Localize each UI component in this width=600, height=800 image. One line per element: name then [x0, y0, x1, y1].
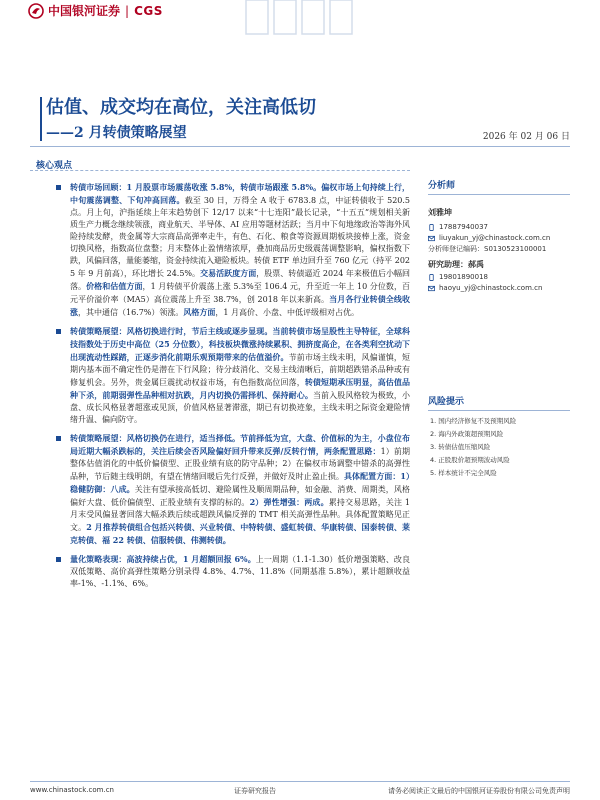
footer-report-type: 证券研究报告	[234, 787, 276, 795]
core-view-highlight: 价格和估值方面	[86, 281, 143, 291]
core-view-paragraph	[70, 432, 410, 547]
title-accent-bar	[40, 97, 42, 141]
assistant-phone-row	[428, 272, 570, 283]
core-view-highlight: 量化策略表现：高波持续占优，1 月超额回报 6%。	[70, 554, 256, 564]
assistant-email[interactable]: haoyu_yj@chinastock.com.cn	[439, 284, 543, 292]
core-view-text: ，1 月高价、小盘、中低评级相对占优。	[215, 308, 360, 317]
core-view-text: ，股票、转债逼近 2024 年来极值后小幅回落。	[70, 269, 410, 291]
core-views-heading: 核心观点	[36, 161, 73, 171]
email-icon	[428, 285, 435, 292]
report-date: 2026 年 02 月 06 日	[482, 132, 570, 142]
risk-item: 1. 国内经济修复不及预期风险	[430, 417, 517, 425]
logo-chinese-text: 中国银河证券	[48, 4, 121, 18]
page-header	[0, 0, 600, 22]
core-views-divider	[30, 170, 410, 171]
assistant-phone: 19801890018	[439, 273, 488, 281]
phone-icon	[428, 274, 435, 281]
analyst-email[interactable]: liuyakun_yj@chinastock.com.cn	[439, 234, 551, 242]
core-view-text: 上一周期（1.1-1.30）低价增强策略、改良双低策略、高价高弹性策略分别录得 4.8%、4.7%、11.8%（同期基准 5.8%），累计超额收益率-1%、-1.1%、6%。	[70, 555, 410, 588]
sidebar	[428, 178, 570, 480]
phone-icon	[428, 224, 435, 231]
analyst-phone: 17887940037	[439, 223, 488, 231]
analyst-heading: 分析师	[428, 178, 570, 195]
core-view-highlight: 转债市场回顾：1 月股票市场震荡收涨 5.8%，转债市场跟涨 5.8%。偏权市场上旬持续上行，中旬震荡调整、下旬冲高回落。	[70, 182, 410, 205]
core-view-highlight: 转债策略展望：风格切换进行时，节后主线或逐步显现。当前转债市场呈股性主导特征，全球科技指数处于历史中高位（25 分位数），科技板块微涨持续累积、拥挤度高企，在各类利空扰动下出现流动性踩踏，正逐步消化前期乐观预期带来的估值溢价。	[70, 326, 410, 362]
analyst-phone-row	[428, 222, 570, 233]
analyst-name: 刘雅坤	[428, 208, 452, 217]
company-logo	[28, 2, 163, 19]
core-view-paragraph	[70, 181, 410, 319]
logo-english-text: CGS	[134, 3, 163, 18]
core-view-paragraph	[70, 325, 410, 426]
core-view-highlight: 风格方面	[183, 307, 216, 317]
page-footer	[30, 781, 570, 795]
core-view-text: ，其中通信（16.7%）领涨。	[78, 308, 184, 317]
logo-separator: |	[125, 3, 130, 18]
risk-heading: 风险提示	[428, 394, 570, 411]
core-view-text: 1）前期整体估值消化的中低价偏债型、正股业绩有底的防守品种；2）在偏权市场调整中错杀的高弹性品种，节后随主线明朗，有望在情绪回暖后先行反弹，并做好及时止盈止损。	[70, 447, 410, 481]
assistant-email-row	[428, 283, 570, 294]
risk-item: 5. 样本统计不完全风险	[430, 469, 497, 477]
assistant-label: 研究助理：郝禹	[428, 260, 484, 269]
analyst-registration: 分析师登记编码：S0130523100001	[428, 245, 547, 253]
core-view-paragraph	[70, 553, 410, 590]
risk-item: 3. 转债估值压缩风险	[430, 443, 491, 451]
core-view-text: 截至 30 日，万得全 A 收于 6783.8 点，中证转债收于 520.5 点。月上旬，沪指延续上年末趋势创下 12/17 以来“十七连阳”最长记录，“十五五”规划相关新质生产力概念继续领涨，商业航天、半导体、AI 应用等题材活跃；当月中下旬地缘政治等海外风险持续发酵，贵金属等大宗商品高弹率走牛，有色、石化、粮食等资源周期板块接棒上涨，资金切换风格，指数高位盘整；月末整体止盈情绪浓厚，叠加商品历史级震荡调整影响，偏权指数下跌，风偏回落，量能萎缩，资金持续流入避险板块。转债 ETF 单边回升至 760 亿元（持平 2025 年 9 月前高），环比增长 24.5%。	[70, 196, 411, 278]
analyst-email-row	[428, 233, 570, 244]
core-view-text: ，1 月转债平价震荡上涨 5.3%至 106.4 元，升至近一年上 10 分位数，百元平价溢价率（MA5）高位震荡上升至 38.7%，创 2018 年以来新高。	[70, 282, 411, 304]
core-view-highlight: 交易活跃度方面	[200, 268, 257, 278]
footer-disclaimer: 请务必阅读正文最后的中国银河证券股份有限公司免责声明	[388, 787, 570, 795]
core-view-highlight: 转债策略展望：风格切换仍在进行，适当择低。节前择低为宜，大盘、价值标的为主，小盘位布局近期大幅杀跌标的，关注后续会否风险偏好回升带来反弹/反转行情，两条配置思路：	[70, 433, 410, 456]
email-icon	[428, 235, 435, 242]
risk-item: 4. 正股股价超预期波动风险	[430, 456, 510, 464]
risk-list	[428, 415, 570, 480]
title-divider	[30, 146, 570, 147]
core-view-text: 当前入股风格较为极致，小盘、成长风格显著超涨或见顶，价值风格显著滞涨，期已有切换迹象，主线未明之际资金避险情绪升温、偏向防守。	[70, 391, 411, 424]
core-view-highlight: 2）弹性增强：两成。	[249, 497, 329, 507]
report-title: 估值、成交均在高位，关注高低切	[46, 97, 316, 118]
core-view-text: 累持交易思路，关注 1 月末受风偏显著回落大幅杀跌后续或超跌风偏反弹的 TMT 相关高弹性品种。具体配置策略见正文。	[70, 498, 410, 532]
risk-item: 2. 海内外政策超预期风险	[430, 430, 504, 438]
core-views-body	[70, 181, 410, 596]
cgs-logo-icon	[28, 3, 44, 19]
report-subtitle: ——2 月转债策略展望	[46, 125, 187, 141]
core-view-highlight: 2 月推荐转债组合包括兴转债、兴业转债、中特转债、盛虹转债、华康转债、国泰转债、莱克转债、福 22 转债、信服转债、伟测转债。	[70, 522, 410, 545]
core-view-highlight: 具体配置方面：1）稳健防御：八成。	[70, 471, 410, 494]
core-view-highlight: 转债短期承压明显，高估值品种下杀，前期弱弹性品种相对抗跌，月内切换仍需择机、保持耐心。	[70, 377, 410, 400]
footer-website[interactable]: www.chinastock.com.cn	[30, 786, 114, 794]
core-view-text: 节前市场主线未明，风偏谨慎，短期内基本面不确定性仍是潜在下行风险；待分歧消化、交易主线清晰后，前期超跌错杀品种或有修复机会。另外，贵金属巨震扰动权益市场，有色指数高位回落，	[70, 353, 411, 387]
core-view-text: 关注有望承接高低切、避险属性及顺周期品种，如金融、消费、周期类，风格偏好大盘、低价偏债型、正股业绩有支撑的标的。	[70, 485, 410, 507]
header-decoration-graphic	[240, 0, 360, 42]
core-view-highlight: 当月各行业转债全线收涨	[70, 294, 410, 317]
